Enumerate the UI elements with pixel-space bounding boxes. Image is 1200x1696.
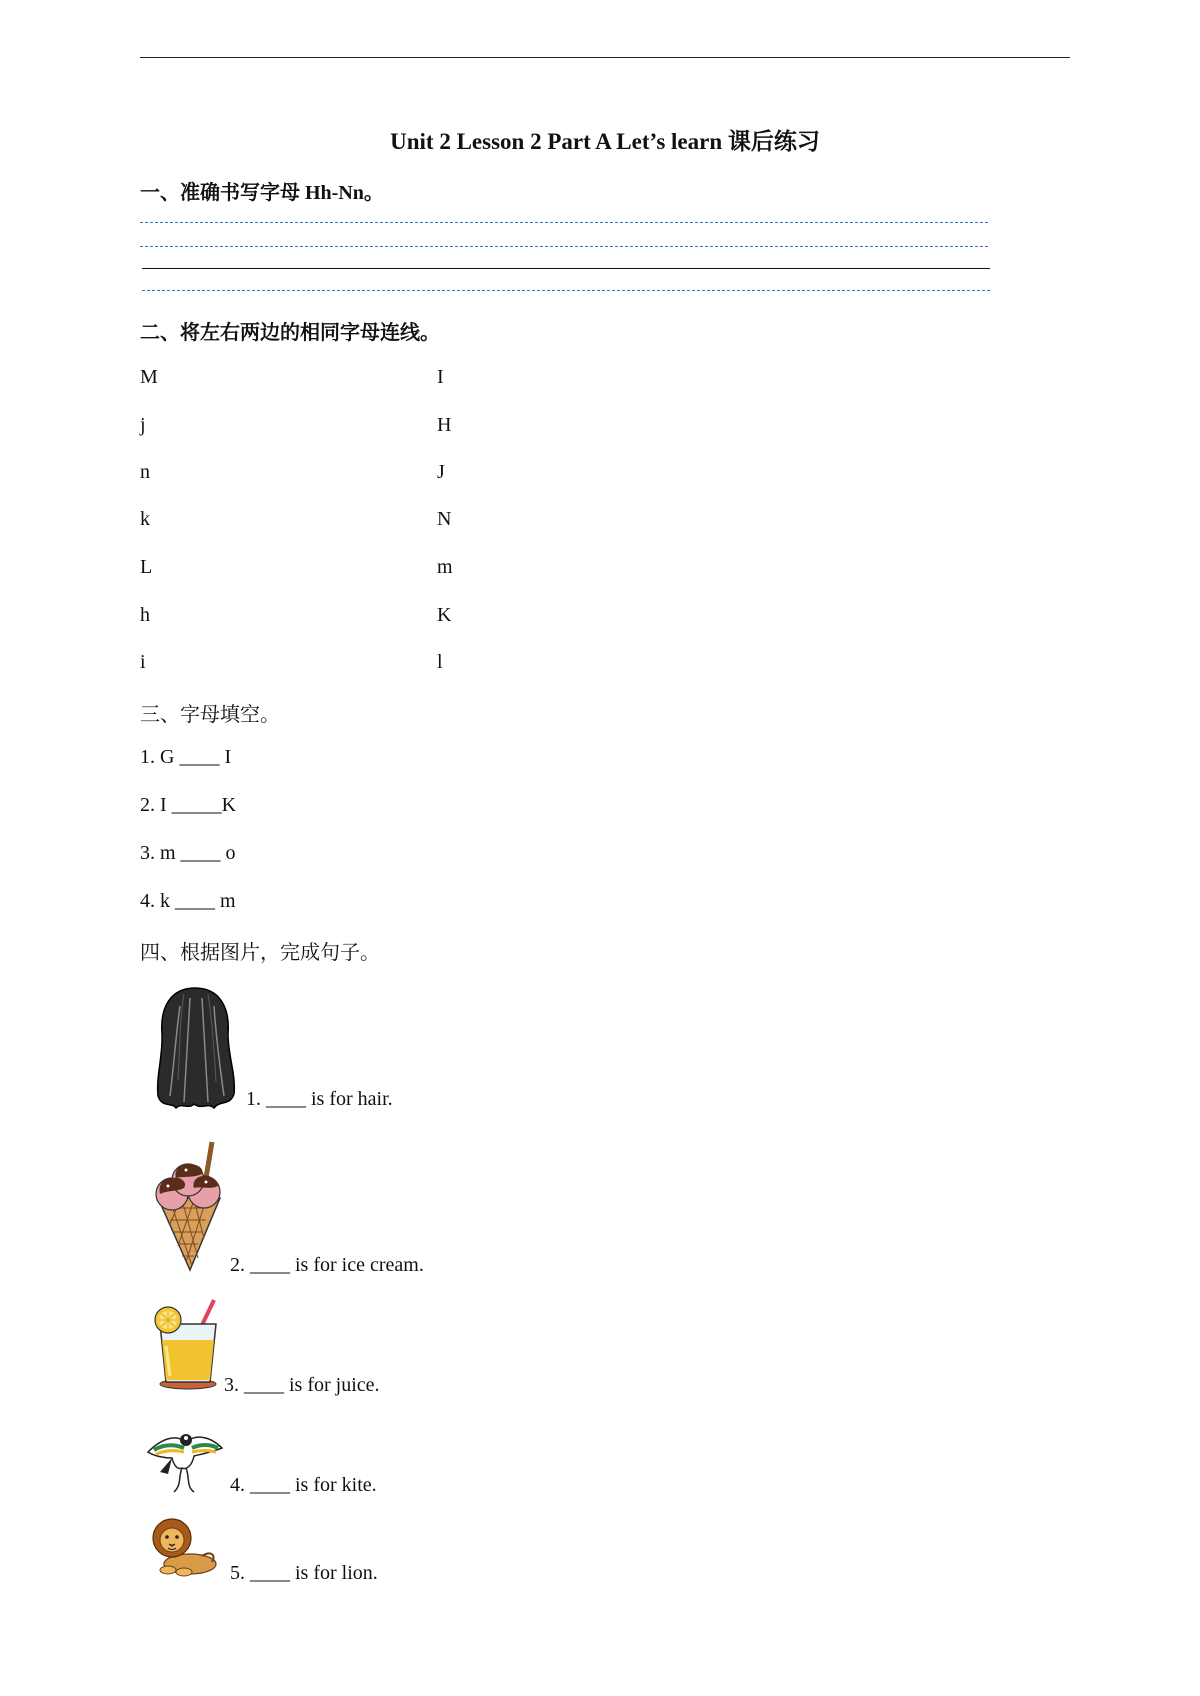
lion-icon [150, 1516, 218, 1578]
kite-icon [142, 1418, 228, 1496]
match-right-item: m [437, 556, 453, 578]
fill-blank-item: 4. k ____ m [140, 890, 236, 912]
section3-heading: 三、字母填空。 [140, 704, 280, 726]
sentence-item: 1. ____ is for hair. [246, 1088, 393, 1110]
juice-icon [150, 1296, 226, 1392]
match-right-item: H [437, 414, 452, 436]
ice-cream-icon [148, 1138, 230, 1274]
match-right-item: l [437, 651, 443, 673]
match-right-item: K [437, 604, 452, 626]
match-right-item: I [437, 366, 444, 388]
guide-line-top [140, 222, 988, 223]
page-title: Unit 2 Lesson 2 Part A Let’s learn 课后练习 [390, 129, 820, 154]
section1-heading: 一、准确书写字母 Hh-Nn。 [140, 182, 384, 204]
section4-heading: 四、根据图片，完成句子。 [140, 942, 380, 964]
fill-blank-item: 3. m ____ o [140, 842, 236, 864]
sentence-item: 4. ____ is for kite. [230, 1474, 377, 1496]
match-left-item: h [140, 604, 150, 626]
match-left-item: i [140, 651, 146, 673]
fill-blank-item: 1. G ____ I [140, 746, 232, 768]
guide-line-upper [140, 246, 988, 247]
fill-blank-item: 2. I _____K [140, 794, 237, 816]
section2-heading: 二、将左右两边的相同字母连线。 [140, 322, 440, 344]
header-rule [140, 57, 1070, 58]
guide-line-bottom [142, 290, 990, 291]
match-right-item: N [437, 508, 452, 530]
match-left-item: k [140, 508, 150, 530]
match-left-item: n [140, 461, 150, 483]
match-left-item: M [140, 366, 158, 388]
guide-line-base [142, 268, 990, 269]
sentence-item: 5. ____ is for lion. [230, 1562, 378, 1584]
sentence-item: 2. ____ is for ice cream. [230, 1254, 424, 1276]
match-left-item: j [140, 414, 146, 436]
match-left-item: L [140, 556, 153, 578]
match-right-item: J [437, 461, 445, 483]
hair-icon [150, 984, 240, 1114]
sentence-item: 3. ____ is for juice. [224, 1374, 380, 1396]
